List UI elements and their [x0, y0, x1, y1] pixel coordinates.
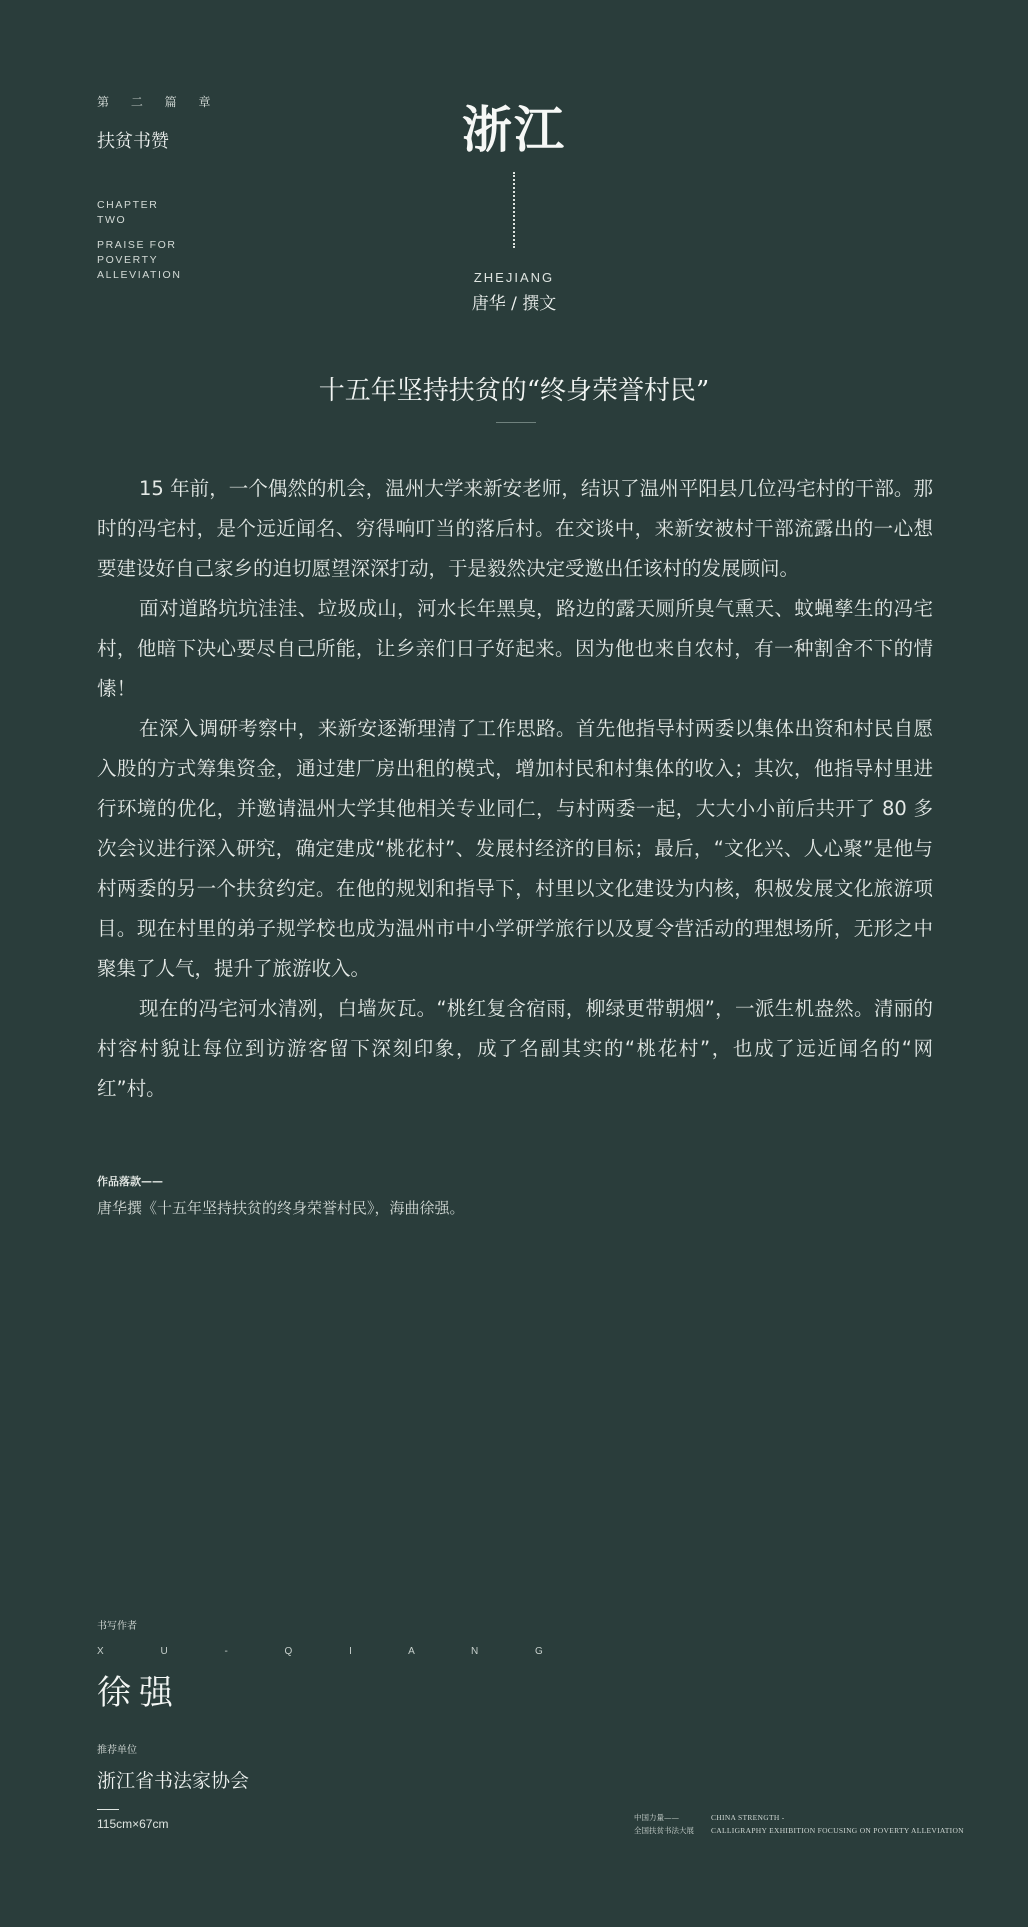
chapter-subtitle: 扶贫书赞	[97, 131, 169, 152]
title-divider	[496, 422, 536, 423]
paragraph: 15 年前，一个偶然的机会，温州大学来新安老师，结识了温州平阳县几位冯宅村的干部。那时的冯宅村，是个远近闻名、穷得响叮当的落后村。在交谈中，来新安被村干部流露出的一心想要建设好自己家乡的迫切愿望深深打动，于是毅然决定受邀出任该村的发展顾问。	[97, 477, 933, 580]
paragraph: 面对道路坑坑洼洼、垃圾成山，河水长年黑臭，路边的露天厕所臭气熏天、蚊蝇孳生的冯宅村，他暗下决心要尽自己所能，让乡亲们日子好起来。因为他也来自农村，有一种割舍不下的情愫！	[97, 597, 933, 700]
chapter-label: 第 二 篇 章	[97, 95, 220, 109]
exhibition-logo-en	[711, 1811, 964, 1837]
artwork-size: 115cm×67cm	[97, 1817, 169, 1831]
logo-en-line: CHINA STRENGTH -	[711, 1813, 785, 1822]
chapter-en	[97, 198, 158, 228]
inscription-text: 唐华撰《十五年坚持扶贫的终身荣誉村民》，海曲徐强。	[97, 1199, 465, 1217]
paragraph: 在深入调研考察中，来新安逐渐理清了工作思路。首先他指导村两委以集体出资和村民自愿入股的方式筹集资金，通过建厂房出租的模式，增加村民和村集体的收入；其次，他指导村里进行环境的优化，并邀请温州大学其他相关专业同仁，与村两委一起，大大小小前后共开了 80 多次会议进行深入研究，确定建成“桃花村”、发展村经济的目标；最后，“文化兴、人心聚”是他与村两委的另一个扶贫约定。在他的规划和指导下，村里以文化建设为内核，积极发展文化旅游项目。现在村里的弟子规学校也成为温州市中小学研学旅行以及夏令营活动的理想场所，无形之中聚集了人气，提升了旅游收入。	[97, 717, 933, 980]
size-divider	[97, 1809, 119, 1810]
exhibition-logo-cn	[634, 1811, 694, 1837]
logo-cn-line: 全国扶贫书法大展	[634, 1826, 694, 1835]
dotted-divider	[513, 172, 517, 248]
province-en: ZHEJIANG	[473, 270, 555, 285]
recommender-label: 推荐单位	[97, 1745, 137, 1756]
chapter-en-line: CHAPTER	[97, 199, 159, 211]
article-body	[97, 469, 933, 1109]
writer-label: 书写作者	[97, 1621, 137, 1632]
recommender-name: 浙江省书法家协会	[97, 1770, 250, 1792]
article-title: 十五年坚持扶贫的“终身荣誉村民”	[318, 376, 710, 406]
writer-name: 徐强	[97, 1673, 181, 1713]
logo-en-line: CALLIGRAPHY EXHIBITION FOCUSING ON POVERTY ALLEVIATION	[711, 1826, 964, 1835]
inscription-label: 作品落款——	[97, 1175, 163, 1188]
theme-en-line: POVERTY	[97, 254, 159, 266]
theme-en-line: ALLEVIATION	[97, 269, 182, 281]
writer-pinyin: X U - Q I A N G	[97, 1646, 570, 1657]
paragraph: 现在的冯宅河水清冽，白墙灰瓦。“桃红复含宿雨，柳绿更带朝烟”，一派生机盎然。清丽的村容村貌让每位到访游客留下深刻印象，成了名副其实的“桃花村”，也成了远近闻名的“网红”村。	[97, 997, 933, 1100]
byline: 唐华 / 撰文	[471, 294, 557, 314]
logo-cn-line: 中国力量——	[634, 1813, 679, 1822]
theme-en-line: PRAISE FOR	[97, 239, 177, 251]
chapter-en-line: TWO	[97, 214, 127, 226]
province-title: 浙江	[462, 100, 566, 159]
